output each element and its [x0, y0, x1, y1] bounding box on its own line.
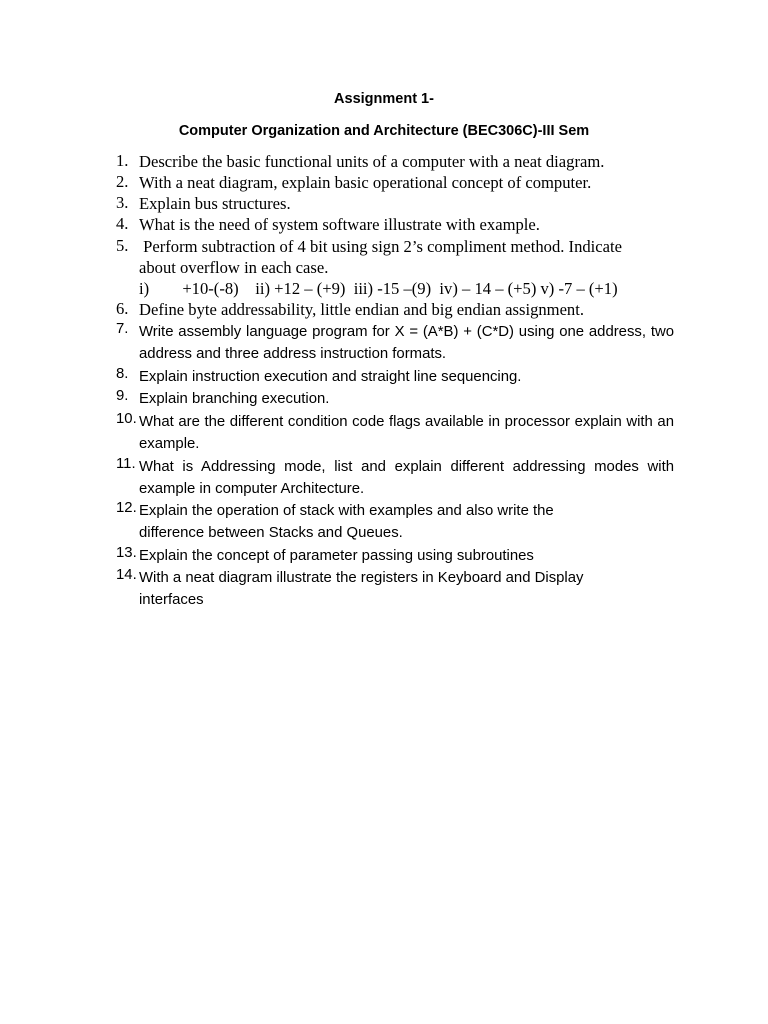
question-text-line-1: Explain the operation of stack with examples and also write the: [139, 503, 554, 519]
question-11: [116, 456, 674, 501]
question-number: 13.: [116, 545, 137, 561]
question-13: [116, 545, 674, 567]
question-number: 8.: [116, 366, 129, 382]
question-number: 5.: [116, 236, 129, 255]
question-text-line-2: about overflow in each case.: [139, 258, 329, 277]
question-number: 2.: [116, 172, 129, 191]
question-text: Explain instruction execution and straight line sequencing.: [139, 369, 522, 385]
question-text-line-1: Perform subtraction of 4 bit using sign 2’s compliment method. Indicate: [139, 237, 622, 256]
question-number: 14.: [116, 567, 137, 583]
question-text: What are the different condition code flags available in processor explain with an example.: [139, 414, 674, 453]
question-number: 7.: [116, 321, 129, 337]
question-2: [116, 172, 674, 193]
question-8: [116, 366, 674, 388]
course-subtitle: Computer Organization and Architecture (BEC306C)-III Sem: [178, 123, 590, 139]
question-12: [116, 500, 674, 545]
question-9: [116, 388, 674, 410]
question-number: 1.: [116, 151, 129, 170]
question-text: Explain bus structures.: [139, 194, 291, 213]
question-text: What is the need of system software illustrate with example.: [139, 215, 540, 234]
question-text-line-2: interfaces: [139, 592, 204, 609]
question-number: 10.: [116, 411, 137, 427]
question-4: [116, 214, 674, 235]
question-text: Describe the basic functional units of a computer with a neat diagram.: [139, 152, 605, 171]
question-text: Explain the concept of parameter passing using subroutines: [139, 548, 534, 564]
question-text: With a neat diagram, explain basic operational concept of computer.: [139, 173, 592, 192]
question-text: Define byte addressability, little endian and big endian assignment.: [139, 300, 584, 319]
question-number: 11.: [116, 456, 136, 472]
question-text-line-2: difference between Stacks and Queues.: [139, 525, 403, 542]
question-1: [116, 151, 674, 172]
question-text: Write assembly language program for X = (A*B) + (C*D) using one address, two address and three address instruction formats.: [139, 324, 674, 363]
question-text-line-1: With a neat diagram illustrate the registers in Keyboard and Display: [139, 570, 584, 586]
question-7: [116, 321, 674, 366]
question-14: [116, 567, 674, 612]
question-text: What is Addressing mode, list and explain different addressing modes with example in computer Architecture.: [139, 459, 674, 498]
question-3: [116, 193, 674, 214]
question-10: [116, 411, 674, 456]
question-6: [116, 299, 674, 320]
question-number: 3.: [116, 193, 129, 212]
question-number: 9.: [116, 388, 129, 404]
question-number: 12.: [116, 500, 137, 516]
question-number: 4.: [116, 214, 129, 233]
question-subparts: i) +10-(-8) ii) +12 – (+9) iii) -15 –(9) iv) – 14 – (+5) v) -7 – (+1): [139, 279, 618, 298]
question-number: 6.: [116, 299, 129, 318]
question-5: [116, 236, 674, 299]
assignment-title: Assignment 1-: [334, 91, 434, 107]
question-text: Explain branching execution.: [139, 391, 330, 407]
